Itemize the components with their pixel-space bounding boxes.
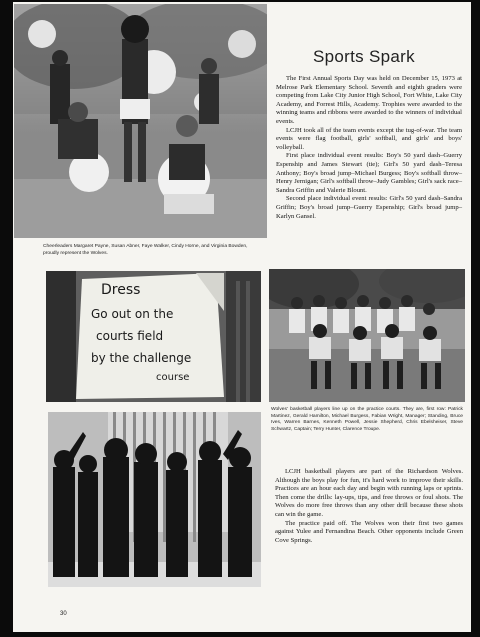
- article-paragraph: The practice paid off. The Wolves won their first two games against Yulee and Fernandina Beach. Other opponents include Green Cove Springs.: [275, 519, 463, 544]
- basketball-caption: Wolves' basketball players line up on the practice courts. They are, first row: Patrick Martinez, Gerald Hamilton, Michael Burgess, Fabian Wright, Manager; Standing, Bruce Ives, Warren Barnes, Kenneth Powell, Jessie Shepherd, Chris Ebelsheiser, Steve Schwartz, Captain; Terry Hunter, Clarence Troupe.: [271, 407, 463, 432]
- sign-line: course: [156, 372, 190, 383]
- sign-line: by the challenge: [91, 351, 192, 365]
- article-body: [276, 75, 462, 221]
- sign-line: courts field: [96, 329, 164, 343]
- page-title: Sports Spark: [313, 47, 415, 66]
- basketball-team-photo: [269, 269, 465, 402]
- article-paragraph: LCJH took all of the team events except the tug-of-war. The team events were flag football, girls' softball, and girls' and boys' volleyball.: [276, 126, 462, 151]
- silhouette-photo: [48, 412, 261, 587]
- article-paragraph: First place individual event results: Boy's 50 yard dash–Guerry Espenship and James Stewart (tie); Girl's 50 yard dash–Teresa Anthony; Boy's broad jump–Michael Burgess; Boy's softball throw–Henry Jernigan; Girl's softball throw–Judy Gambles; Girl's sack race–Sandra Griffin and Valerie Blount.: [276, 152, 462, 194]
- article-paragraph: LCJH basketball players are part of the Richardson Wolves. Although the boys play for fun, it's hard work to improve their skills. Practices are an hour each day and begin with running laps or sprints. Then come the drills: lay-ups, tips, and free throws or foul shots. The Wolves do more free throws than any other drill because these shots can win the game.: [275, 468, 463, 518]
- article-paragraph: The First Annual Sports Day was held on December 15, 1973 at Melrose Park Elementary School. Seventh and eighth graders were competing from Lake City Junior High School, Fort White, Lake City Academy, and Forrest Hills, Academy. Trophies were awarded to the winning teams and ribbons were awarded to the winners of individual events.: [276, 75, 462, 125]
- sign-line: Dress: [101, 282, 141, 298]
- sign-line: Go out on the: [91, 307, 174, 321]
- cheerleaders-photo: [14, 4, 267, 238]
- page-number: 30: [60, 611, 67, 617]
- basketball-article: [275, 468, 463, 545]
- article-paragraph: Second place individual event results: Girl's 50 yard dash–Sandra Griffin; Boy's broad jump–Guerry Espenship; Girl's broad jump–Karlyn Gansel.: [276, 195, 462, 220]
- sign-photo: [46, 271, 261, 402]
- cheerleaders-caption: Cheerleaders Margaret Payne, Susan Abner, Faye Walker, Cindy Horne, and Virginia Bowden, proudly represent the Wolves.: [43, 244, 248, 256]
- yearbook-page: [13, 2, 471, 632]
